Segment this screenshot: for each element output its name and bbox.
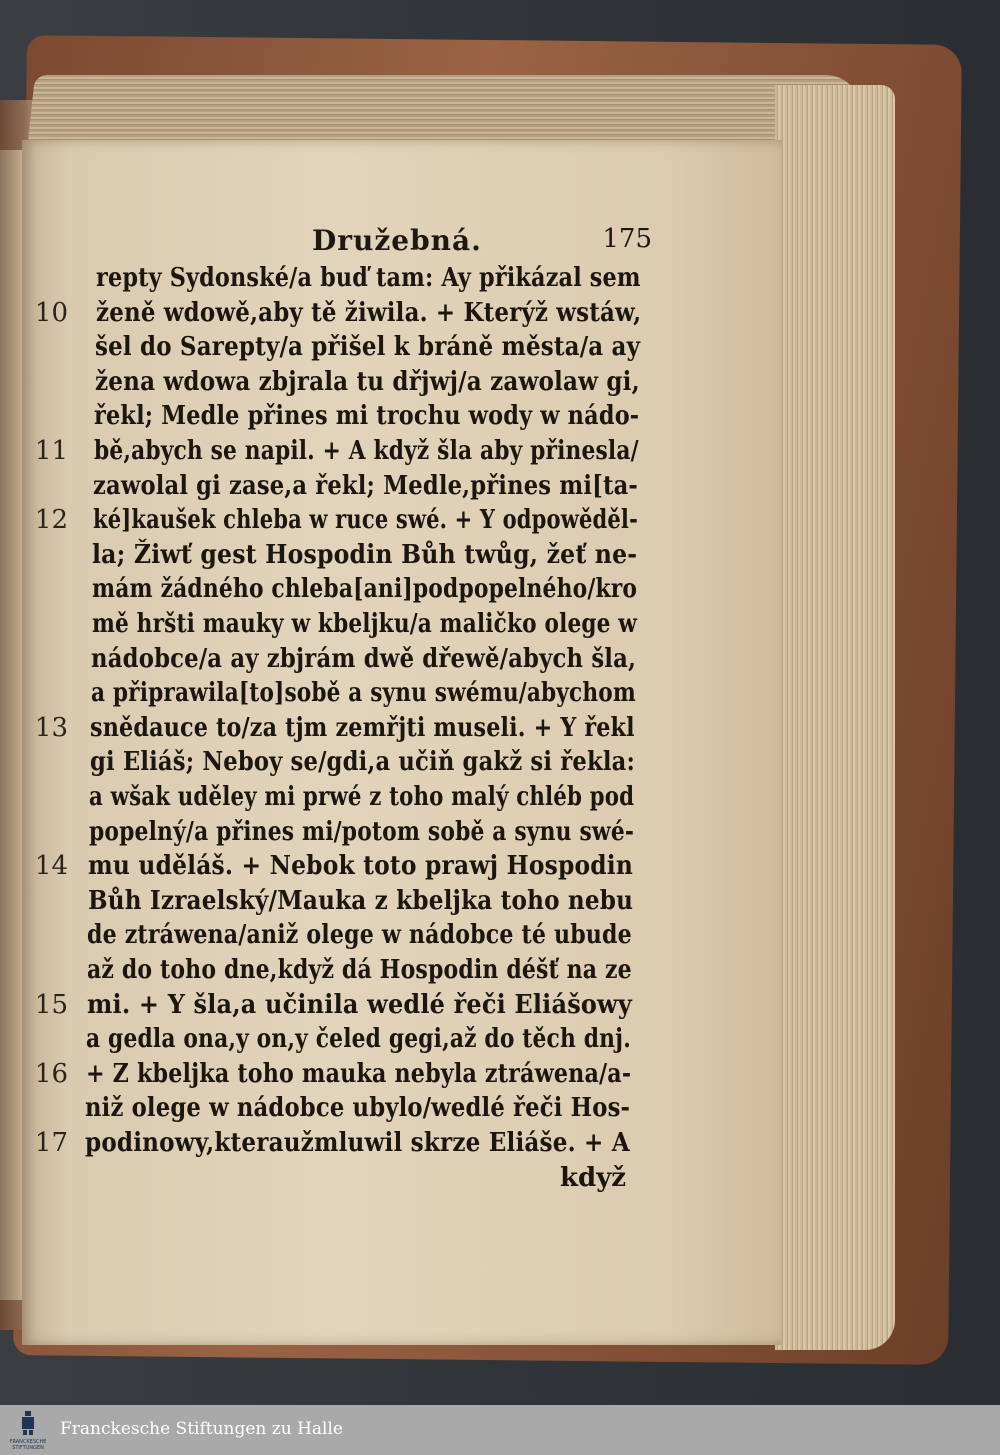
line-text: mi. + Y šla,a učinila wedlé řeči Eliášowy bbox=[86, 989, 632, 1020]
line-text: popelný/a přines mi/potom sobě a synu swé- bbox=[88, 816, 634, 847]
line-text: a wšak uděley mi prwé z toho malý chléb pod bbox=[89, 782, 635, 812]
line-text: zawolal gi zase,a řekl; Medle,přines mi[ta- bbox=[93, 470, 639, 501]
line-text: ženě wdowě,aby tě žiwila. + Kterýž wstáw, bbox=[95, 297, 641, 328]
footer-caption: Franckesche Stiftungen zu Halle bbox=[60, 1419, 343, 1439]
footer-bar bbox=[0, 1405, 1000, 1455]
catchword: když bbox=[560, 1163, 627, 1193]
line-text: + Z kbeljka toho mauka nebyla ztráwena/a- bbox=[85, 1058, 631, 1089]
line-text: bě,abych se napil. + A když šla aby přinesla/ bbox=[93, 436, 639, 466]
figure-icon bbox=[20, 1411, 36, 1435]
page-headline bbox=[312, 224, 652, 260]
text-line bbox=[0, 1024, 1000, 1060]
text-line bbox=[0, 817, 1000, 853]
line-text: a gedla ona,y on,y čeled gegi,až do těch dnj. bbox=[86, 1024, 632, 1055]
text-line bbox=[0, 955, 1000, 991]
verse-number: 16 bbox=[34, 1058, 68, 1089]
line-text: Bůh Izraelský/Mauka z kbeljka toho nebu bbox=[87, 885, 633, 916]
verse-number: 11 bbox=[34, 436, 68, 466]
text-line bbox=[0, 436, 1000, 472]
verse-number: 15 bbox=[34, 989, 68, 1020]
text-line bbox=[0, 678, 1000, 714]
verse-number: 13 bbox=[34, 712, 68, 743]
text-line bbox=[0, 644, 1000, 680]
line-text: nádobce/a ay zbjrám dwě dřewě/abych šla, bbox=[91, 643, 637, 674]
line-text: mu uděláš. + Nebok toto prawj Hospodin bbox=[88, 851, 634, 882]
verse-number: 17 bbox=[34, 1128, 68, 1158]
line-text: šel do Sarepty/a přišel k bráně města/a ay bbox=[95, 332, 641, 363]
text-line bbox=[0, 540, 1000, 576]
line-text: de ztráwena/aniž olege w nádobce té ubude bbox=[87, 920, 633, 951]
text-line bbox=[0, 401, 1000, 437]
line-text: a připrawila[to]sobě a synu swému/abychom bbox=[90, 678, 636, 709]
text-line bbox=[0, 920, 1000, 956]
verse-number: 10 bbox=[34, 297, 68, 328]
line-text: řekl; Medle přines mi trochu wody w nádo- bbox=[94, 401, 640, 432]
text-line bbox=[0, 713, 1000, 749]
line-text: podinowy,kteraužmluwil skrze Eliáše. + A bbox=[84, 1128, 630, 1158]
text-line bbox=[0, 747, 1000, 783]
text-line bbox=[0, 609, 1000, 645]
line-text: la; Žiwť gest Hospodin Bůh twůg, žeť ne- bbox=[92, 539, 638, 570]
institution-logo bbox=[6, 1409, 50, 1451]
text-line bbox=[0, 505, 1000, 541]
text-line bbox=[0, 886, 1000, 922]
line-text: mě hršti mauky w kbeljku/a maličko olege w bbox=[91, 609, 637, 639]
text-line bbox=[0, 471, 1000, 507]
line-text: až do toho dne,když dá Hospodin déšť na ze bbox=[87, 955, 632, 985]
text-line bbox=[0, 367, 1000, 403]
line-text: ké]kaušek chleba w ruce swé. + Y odpowěděl- bbox=[92, 505, 638, 536]
line-text: žena wdowa zbjrala tu dřjwj/a zawolaw gi, bbox=[94, 366, 640, 397]
text-line bbox=[0, 1128, 1000, 1164]
text-line bbox=[0, 332, 1000, 368]
line-text: mám žádného chleba[ani]podpopelného/kro bbox=[91, 574, 638, 605]
verse-number: 12 bbox=[34, 505, 68, 536]
text-line bbox=[0, 1093, 1000, 1129]
text-line bbox=[0, 990, 1000, 1026]
line-text: gi Eliáš; Neboy se/gdi,a učiň gakž si řekla: bbox=[89, 747, 635, 778]
text-line bbox=[0, 298, 1000, 334]
text-line bbox=[0, 782, 1000, 818]
verse-number: 14 bbox=[34, 851, 68, 882]
line-text: niž olege w nádobce ubylo/wedlé řeči Hos- bbox=[85, 1093, 631, 1124]
running-head: Družebná. bbox=[312, 224, 482, 257]
text-line bbox=[0, 263, 1000, 299]
page-number: 175 bbox=[602, 224, 652, 254]
text-line bbox=[0, 574, 1000, 610]
logo-wordmark: FRANCKESCHE STIFTUNGEN bbox=[9, 1439, 47, 1451]
line-text: snědauce to/za tjm zemřjti museli. + Y řekl bbox=[90, 712, 635, 743]
text-line bbox=[0, 1059, 1000, 1095]
text-line bbox=[0, 851, 1000, 887]
line-text: repty Sydonské/a buď tam: Ay přikázal sem bbox=[96, 263, 641, 293]
